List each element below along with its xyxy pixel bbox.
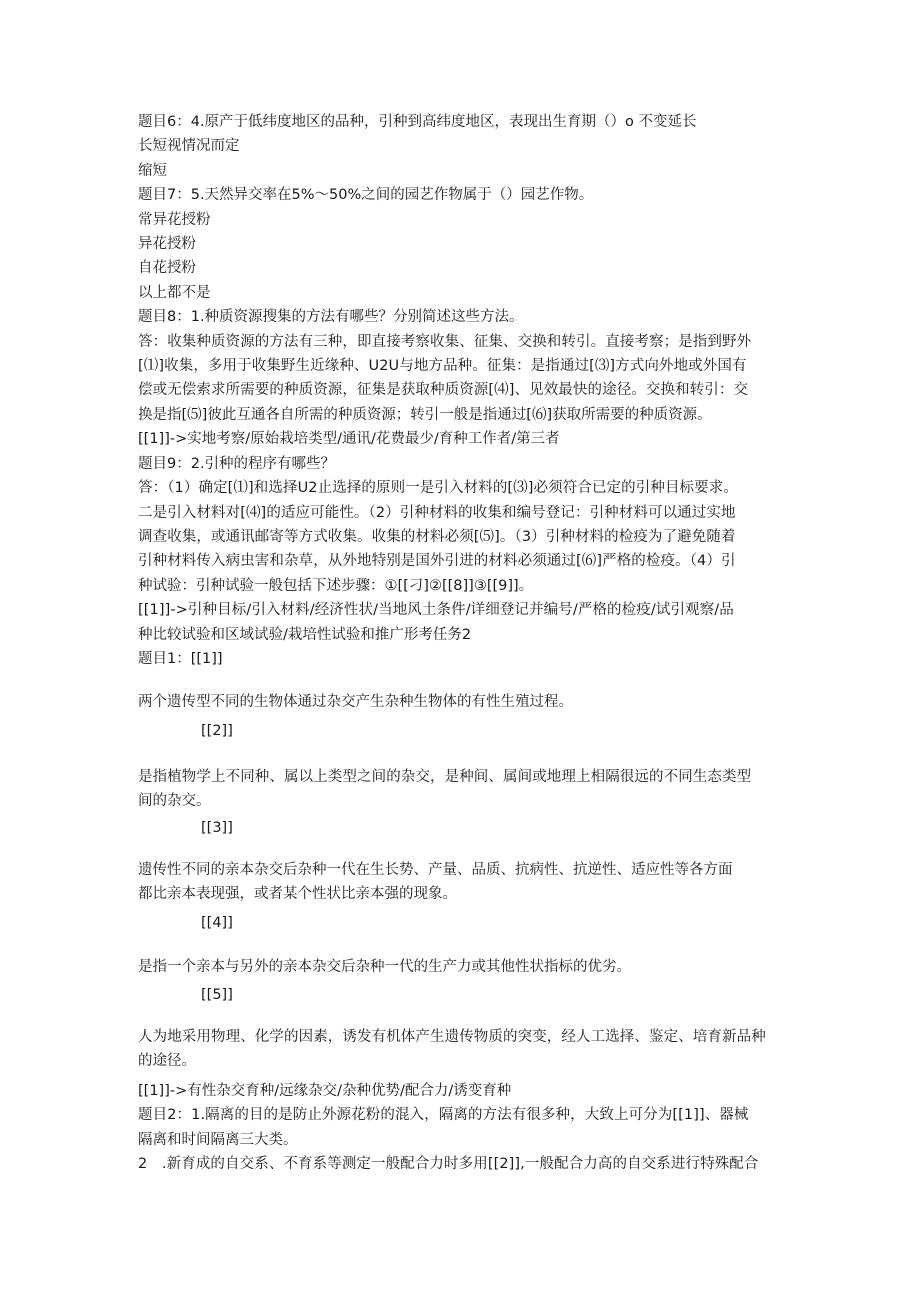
text-line: 调查收集，或通讯邮寄等方式收集。收集的材料必须[⑸]。（3）引种材料的检疫为了避免随着 xyxy=(138,528,736,545)
text-line: 引种材料传入病虫害和杂草，从外地特别是国外引进的材料必须通过[⑹]严格的检疫。（4）引 xyxy=(138,553,736,570)
definition-5 xyxy=(138,1025,798,1074)
definition-4 xyxy=(138,955,798,979)
text-line: 二是引入材料对[⑷]的适应可能性。（2）引种材料的收集和编号登记：引种材料可以通过实地 xyxy=(138,504,736,521)
text-line: 以上都不是 xyxy=(138,284,211,301)
text-line: 遗传性不同的亲本杂交后杂种一代在生长势、产量、品质、抗病性、抗逆性、适应性等各方面 xyxy=(138,862,733,878)
text-line: 长短视情况而定 xyxy=(138,138,240,155)
text-line: 间的杂交。 xyxy=(138,793,211,810)
text-line: 的途径。 xyxy=(138,1053,196,1070)
text-line: 题目2：1.隔离的目的是防止外源花粉的混入，隔离的方法有很多种，大致上可分为[[1]]、器械 xyxy=(138,1107,749,1124)
definition-3 xyxy=(138,858,798,907)
text-line: [[1]]->实地考察/原始栽培类型/通讯/花费最少/育种工作者/第三者 xyxy=(138,431,560,448)
text-line: 常异花授粉 xyxy=(138,211,211,228)
text-line: 答：（1）确定[⑴]和选择U2止选择的原则一是引入材料的[⑶]必须符合已定的引种目标要求。 xyxy=(138,480,738,497)
text-line: 异花授粉 xyxy=(138,236,196,253)
text-line: 种试验：引种试验一般包括下述步骤：①[[刁]②[[8]]③[[9]]。 xyxy=(138,577,534,594)
text-line: 是指植物学上不同种、属以上类型之间的杂交，是种间、属间或地理上相隔很远的不同生态类型 xyxy=(138,769,752,785)
text-line: 2 .新育成的自交系、不育系等测定一般配合力时多用[[2]],一般配合力高的自交系进行特殊配合 xyxy=(138,1156,759,1173)
text-line: 题目7：5.天然异交率在5%～50%之间的园艺作物属于（）园艺作物。 xyxy=(138,187,594,204)
definition-2 xyxy=(138,765,798,814)
text-line: 换是指[⑸]彼此互通各自所需的种质资源；转引一般是指通过[⑹]获取所需要的种质资源。 xyxy=(138,406,712,423)
definition-1 xyxy=(138,690,798,714)
text-line: 题目9：2.引种的程序有哪些？ xyxy=(138,455,336,472)
text-line: [[1]]->引种目标/引入材料/经济性状/当地风土条件/详细登记并编号/严格的检疫/试引观察/品 xyxy=(138,602,734,619)
text-line: [[1]]->有性杂交育种/远缘杂交/杂种优势/配合力/诱变育种 xyxy=(138,1083,512,1099)
question-block-1 xyxy=(138,110,798,671)
text-line: 自花授粉 xyxy=(138,260,196,277)
text-line: 都比亲本表现强，或者某个性状比亲本强的现象。 xyxy=(138,886,457,903)
text-line: 题目1：[[1]] xyxy=(138,650,223,667)
text-line: 缩短 xyxy=(138,162,167,179)
text-line: 人为地采用物理、化学的因素，诱发有机体产生遗传物质的突变，经人工选择、鉴定、培育新品种 xyxy=(138,1029,766,1045)
term-label-4: [[4]] xyxy=(201,915,233,931)
text-line: 隔离和时间隔离三大类。 xyxy=(138,1131,298,1148)
text-line: 题目8：1.种质资源搜集的方法有哪些？分别简述这些方法。 xyxy=(138,309,524,326)
text-line: [⑴]收集，多用于收集野生近缘种、U2U与地方品种。征集：是指通过[⑶]方式向外地或外国有 xyxy=(138,358,747,375)
question-block-2 xyxy=(138,1079,798,1177)
text-line: 种比较试验和区域试验/栽培性试验和推广形考任务2 xyxy=(138,626,472,643)
text-line: 题目6：4.原产于低纬度地区的品种，引种到高纬度地区，表现出生育期（）o 不变延长 xyxy=(138,114,697,130)
text-line: 是指一个亲本与另外的亲本杂交后杂种一代的生产力或其他性状指标的优劣。 xyxy=(138,959,631,975)
term-label-5: [[5]] xyxy=(201,987,233,1003)
text-line: 两个遗传型不同的生物体通过杂交产生杂种生物体的有性生殖过程。 xyxy=(138,694,573,710)
text-line: 偿或无偿索求所需要的种质资源，征集是获取种质资源[⑷]、见效最快的途径。交换和转引：交 xyxy=(138,382,749,399)
text-line: 答：收集种质资源的方法有三种，即直接考察收集、征集、交换和转引。直接考察；是指到野外 xyxy=(138,333,752,350)
term-label-3: [[3]] xyxy=(201,820,233,836)
term-label-2: [[2]] xyxy=(201,723,233,739)
